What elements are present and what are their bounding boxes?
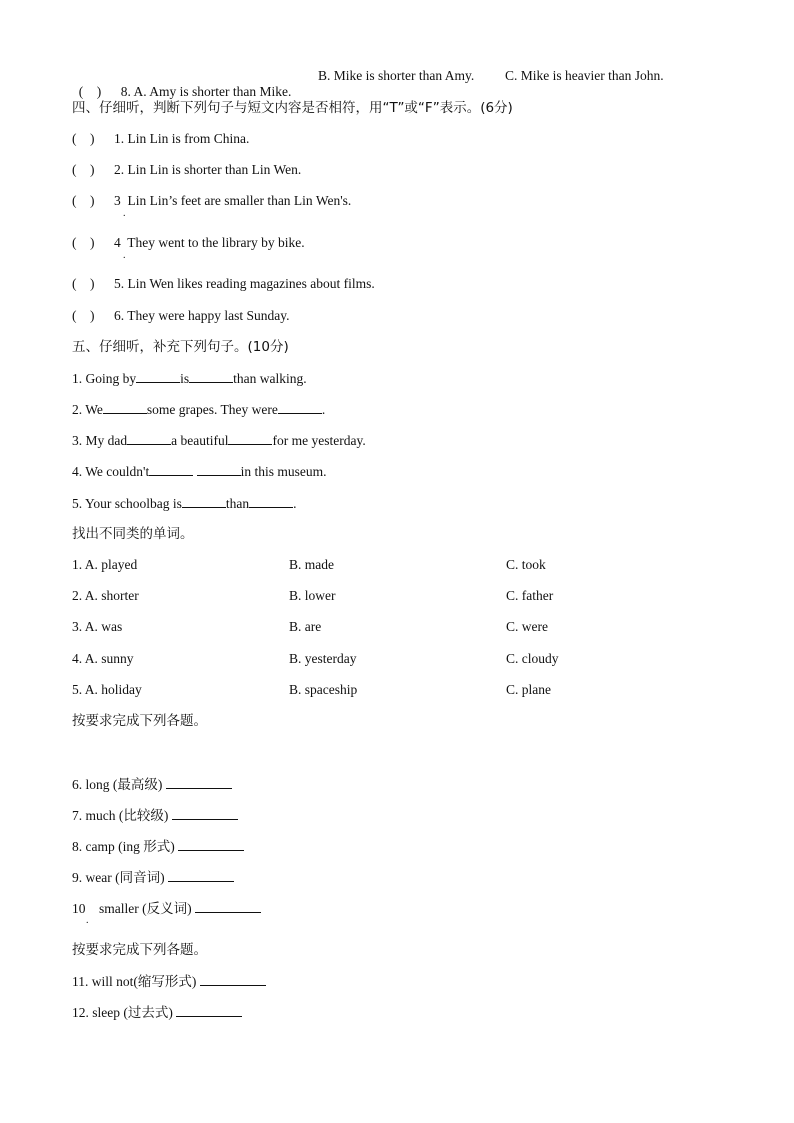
- option-b: B. Mike is shorter than Amy.: [318, 68, 475, 83]
- tf-item: [72, 193, 351, 209]
- answer-blank[interactable]: [178, 838, 244, 851]
- dot-mark: .: [123, 250, 126, 261]
- requirement-item: [72, 1004, 242, 1021]
- tf-item: [72, 162, 301, 178]
- fill-text: 5. Your schoolbag is: [72, 496, 182, 511]
- requirement-item: [72, 900, 261, 917]
- requirement-text: 12. sleep (过去式): [72, 1005, 177, 1020]
- odd-option-c: C. took: [506, 557, 546, 572]
- requirement-text: 10 smaller (反义词): [72, 901, 195, 916]
- requirements-heading-2: 按要求完成下列各题。: [72, 942, 207, 958]
- fill-text: 2. We: [72, 402, 103, 417]
- dot-mark: .: [123, 208, 126, 219]
- requirement-item: [72, 807, 238, 824]
- odd-option-b: B. made: [289, 557, 334, 572]
- tf-item-text: 2. Lin Lin is shorter than Lin Wen.: [114, 162, 302, 177]
- section-5-heading: 五、仔细听，补充下列句子。(10分): [72, 339, 289, 355]
- answer-paren[interactable]: ( ): [72, 131, 95, 146]
- blank-field[interactable]: [127, 432, 171, 445]
- answer-blank[interactable]: [172, 807, 238, 820]
- fill-text: than: [225, 496, 250, 511]
- fill-text: 1. Going by: [72, 371, 137, 386]
- answer-paren[interactable]: ( ): [72, 276, 95, 291]
- question-8-row: [72, 68, 291, 100]
- blank-field[interactable]: [249, 495, 293, 508]
- blank-field[interactable]: [103, 401, 147, 414]
- option-a: A. Amy is shorter than Mike.: [133, 84, 292, 99]
- answer-blank[interactable]: [176, 1004, 242, 1017]
- fill-text: in this museum.: [240, 464, 327, 479]
- odd-option-a: 4. A. sunny: [72, 651, 134, 666]
- tf-item-text: 4 They went to the library by bike.: [114, 235, 305, 250]
- odd-option-a: 5. A. holiday: [72, 682, 142, 697]
- fill-item: [72, 401, 325, 418]
- fill-item: [72, 370, 307, 387]
- requirement-text: 7. much (比较级): [72, 808, 172, 823]
- odd-option-c: C. father: [506, 588, 554, 603]
- fill-text: is: [180, 371, 190, 386]
- requirement-item: [72, 869, 234, 886]
- tf-item-text: 6. They were happy last Sunday.: [114, 308, 290, 323]
- answer-blank[interactable]: [200, 973, 266, 986]
- tf-item: [72, 235, 305, 251]
- requirement-text: 8. camp (ing 形式): [72, 839, 179, 854]
- tf-item: [72, 276, 375, 292]
- answer-paren[interactable]: ( ): [78, 84, 102, 99]
- blank-field[interactable]: [197, 463, 241, 476]
- fill-item: [72, 495, 297, 512]
- blank-field[interactable]: [149, 463, 193, 476]
- fill-text: some grapes. They were: [146, 402, 278, 417]
- answer-paren[interactable]: ( ): [72, 193, 95, 208]
- answer-blank[interactable]: [166, 776, 232, 789]
- blank-field[interactable]: [278, 401, 322, 414]
- section-4-heading: 四、仔细听，判断下列句子与短文内容是否相符，用“T”或“F”表示。(6分): [72, 100, 513, 116]
- odd-option-a: 2. A. shorter: [72, 588, 139, 603]
- requirement-text: 6. long (最高级): [72, 777, 166, 792]
- requirement-item: [72, 776, 232, 793]
- tf-item-text: 5. Lin Wen likes reading magazines about films.: [114, 276, 375, 291]
- requirements-heading: 按要求完成下列各题。: [72, 713, 207, 729]
- odd-option-a: 3. A. was: [72, 619, 123, 634]
- requirement-item: [72, 973, 266, 990]
- odd-one-out-heading: 找出不同类的单词。: [72, 526, 194, 542]
- fill-item: [72, 463, 326, 480]
- fill-text: 3. My dad: [72, 433, 128, 448]
- answer-paren[interactable]: ( ): [72, 308, 95, 323]
- tf-item: [72, 308, 289, 324]
- requirement-text: 11. will not(缩写形式): [72, 974, 200, 989]
- blank-field[interactable]: [136, 370, 180, 383]
- odd-option-b: B. yesterday: [289, 651, 357, 666]
- odd-option-a: 1. A. played: [72, 557, 138, 572]
- odd-option-c: C. were: [506, 619, 548, 634]
- fill-text: 4. We couldn't: [72, 464, 150, 479]
- tf-item-text: 1. Lin Lin is from China.: [114, 131, 250, 146]
- answer-blank[interactable]: [168, 869, 234, 882]
- answer-paren[interactable]: ( ): [72, 162, 95, 177]
- answer-paren[interactable]: ( ): [72, 235, 95, 250]
- odd-option-b: B. spaceship: [289, 682, 358, 697]
- tf-item-text: 3 Lin Lin’s feet are smaller than Lin Wen's.: [114, 193, 352, 208]
- option-c: C. Mike is heavier than John.: [505, 68, 664, 83]
- odd-option-c: C. cloudy: [506, 651, 559, 666]
- fill-text: than walking.: [233, 371, 307, 386]
- blank-field[interactable]: [228, 432, 272, 445]
- dot-mark: .: [86, 915, 89, 926]
- fill-text: .: [293, 496, 297, 511]
- fill-text: .: [321, 402, 326, 417]
- requirement-text: 9. wear (同音词): [72, 870, 168, 885]
- odd-option-b: B. are: [289, 619, 322, 634]
- odd-option-b: B. lower: [289, 588, 336, 603]
- fill-item: [72, 432, 366, 449]
- answer-blank[interactable]: [195, 900, 261, 913]
- requirement-item: [72, 838, 244, 855]
- fill-text: a beautiful: [171, 433, 229, 448]
- odd-option-c: C. plane: [506, 682, 551, 697]
- tf-item: [72, 131, 249, 147]
- blank-field[interactable]: [189, 370, 233, 383]
- fill-text: for me yesterday.: [272, 433, 366, 448]
- blank-field[interactable]: [182, 495, 226, 508]
- question-number: 8.: [120, 84, 131, 99]
